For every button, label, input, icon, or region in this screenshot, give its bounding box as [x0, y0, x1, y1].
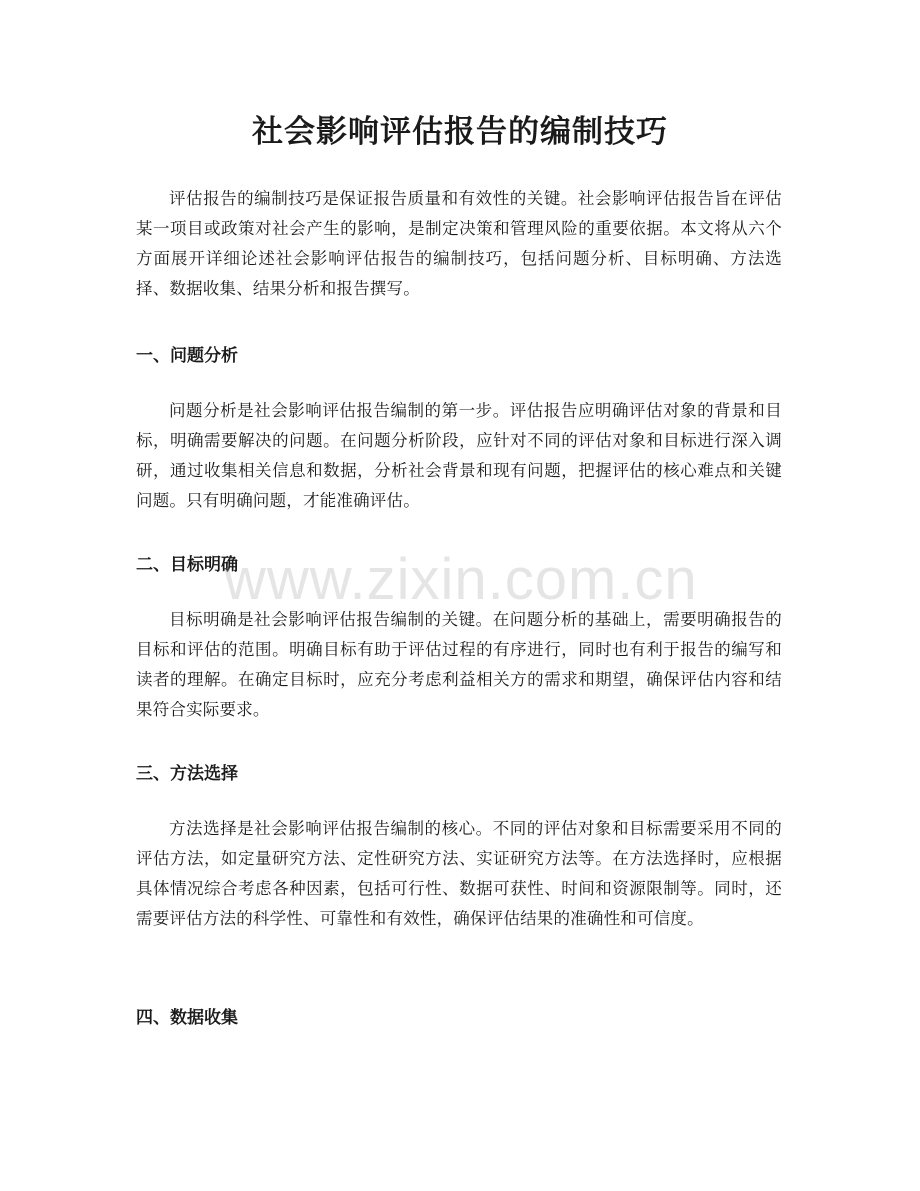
page-title: 社会影响评估报告的编制技巧 [252, 114, 668, 150]
section-body-method-selection: 方法选择是社会影响评估报告编制的核心。不同的评估对象和目标需要采用不同的评估方法，如定量研究方法、定性研究方法、实证研究方法等。在方法选择时，应根据具体情况综合考虑各种因素，包括可行性、数据可获性、时间和资源限制等。同时，还需要评估方法的科学性、可靠性和有效性，确保评估结果的准确性和可信度。 [136, 819, 782, 928]
section-body-goal-clarity: 目标明确是社会影响评估报告编制的关键。在问题分析的基础上，需要明确报告的目标和评估的范围。明确目标有助于评估过程的有序进行，同时也有利于报告的编写和读者的理解。在确定目标时，应充分考虑利益相关方的需求和期望，确保评估内容和结果符合实际要求。 [136, 610, 782, 719]
section-heading-data-collection: 四、数据收集 [136, 1008, 238, 1028]
intro-paragraph: 评估报告的编制技巧是保证报告质量和有效性的关键。社会影响评估报告旨在评估某一项目或政策对社会产生的影响，是制定决策和管理风险的重要依据。本文将从六个方面展开详细论述社会影响评估报告的编制技巧，包括问题分析、目标明确、方法选择、数据收集、结果分析和报告撰写。 [136, 189, 782, 298]
section-heading-goal-clarity: 二、目标明确 [136, 555, 238, 575]
section-heading-problem-analysis: 一、问题分析 [136, 346, 238, 366]
watermark-text: www.zixin.com.cn [224, 547, 698, 612]
section-body-problem-analysis: 问题分析是社会影响评估报告编制的第一步。评估报告应明确评估对象的背景和目标，明确需要解决的问题。在问题分析阶段，应针对不同的评估对象和目标进行深入调研，通过收集相关信息和数据，分析社会背景和现有问题，把握评估的核心难点和关键问题。只有明确问题，才能准确评估。 [136, 401, 782, 510]
section-heading-method-selection: 三、方法选择 [136, 764, 238, 784]
